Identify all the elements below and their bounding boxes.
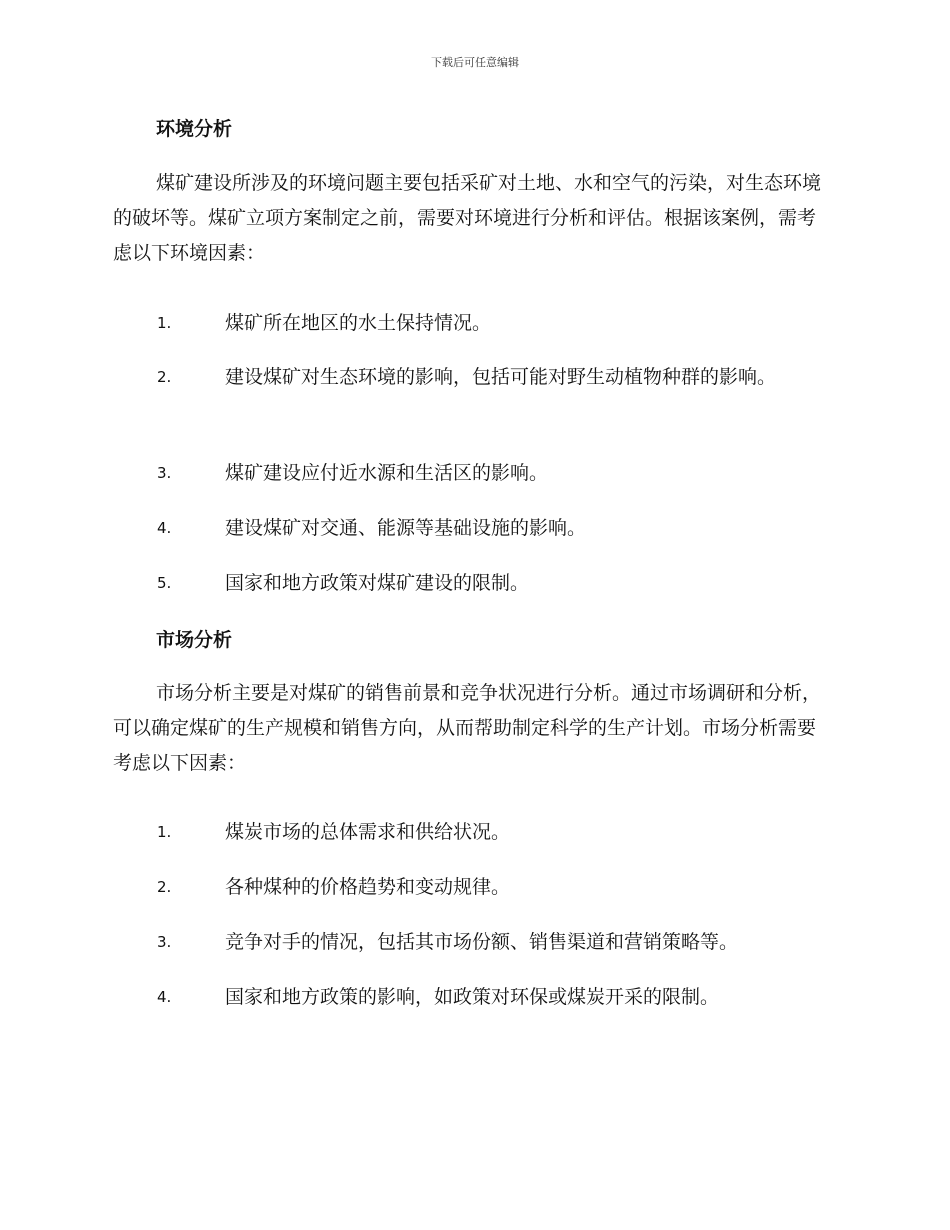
list-item	[113, 566, 833, 601]
list-item-text: 各种煤种的价格趋势和变动规律。	[225, 876, 511, 898]
list-item-text: 国家和地方政策的影响，如政策对环保或煤炭开采的限制。	[225, 986, 720, 1008]
list-item-number: 1.	[157, 314, 172, 332]
list-item	[113, 360, 833, 395]
list-item-number: 2.	[157, 368, 172, 386]
environment-intro-paragraph: 煤矿建设所涉及的环境问题主要包括采矿对土地、水和空气的污染，对生态环境的破坏等。煤矿立项方案制定之前，需要对环境进行分析和评估。根据该案例，需考虑以下环境因素：	[113, 172, 822, 264]
section-heading-environment: 环境分析	[156, 118, 233, 140]
list-item-number: 2.	[157, 878, 172, 896]
list-item	[113, 980, 833, 1015]
list-item-text: 国家和地方政策对煤矿建设的限制。	[225, 572, 530, 594]
list-item	[113, 456, 833, 491]
list-item	[113, 511, 833, 546]
section-heading-market: 市场分析	[156, 629, 233, 651]
list-item-number: 3.	[157, 464, 172, 482]
list-item	[113, 925, 833, 960]
list-item	[113, 306, 833, 341]
list-item-text: 竞争对手的情况，包括其市场份额、销售渠道和营销策略等。	[225, 931, 739, 953]
list-item-text: 建设煤矿对生态环境的影响，包括可能对野生动植物种群的影响。	[225, 366, 777, 388]
list-item	[113, 815, 833, 850]
list-item-number: 4.	[157, 988, 172, 1006]
list-item	[113, 870, 833, 905]
list-item-number: 3.	[157, 933, 172, 951]
list-item-text: 煤矿建设应付近水源和生活区的影响。	[225, 462, 549, 484]
list-item-number: 1.	[157, 823, 172, 841]
list-item-number: 5.	[157, 574, 172, 592]
page-header-note: 下载后可任意编辑	[431, 56, 519, 69]
list-item-text: 建设煤矿对交通、能源等基础设施的影响。	[225, 517, 587, 539]
list-item-text: 煤矿所在地区的水土保持情况。	[225, 312, 492, 334]
list-item-number: 4.	[157, 519, 172, 537]
list-item-text: 煤炭市场的总体需求和供给状况。	[225, 821, 511, 843]
market-intro-paragraph: 市场分析主要是对煤矿的销售前景和竞争状况进行分析。通过市场调研和分析，可以确定煤矿的生产规模和销售方向，从而帮助制定科学的生产计划。市场分析需要考虑以下因素：	[113, 682, 822, 774]
